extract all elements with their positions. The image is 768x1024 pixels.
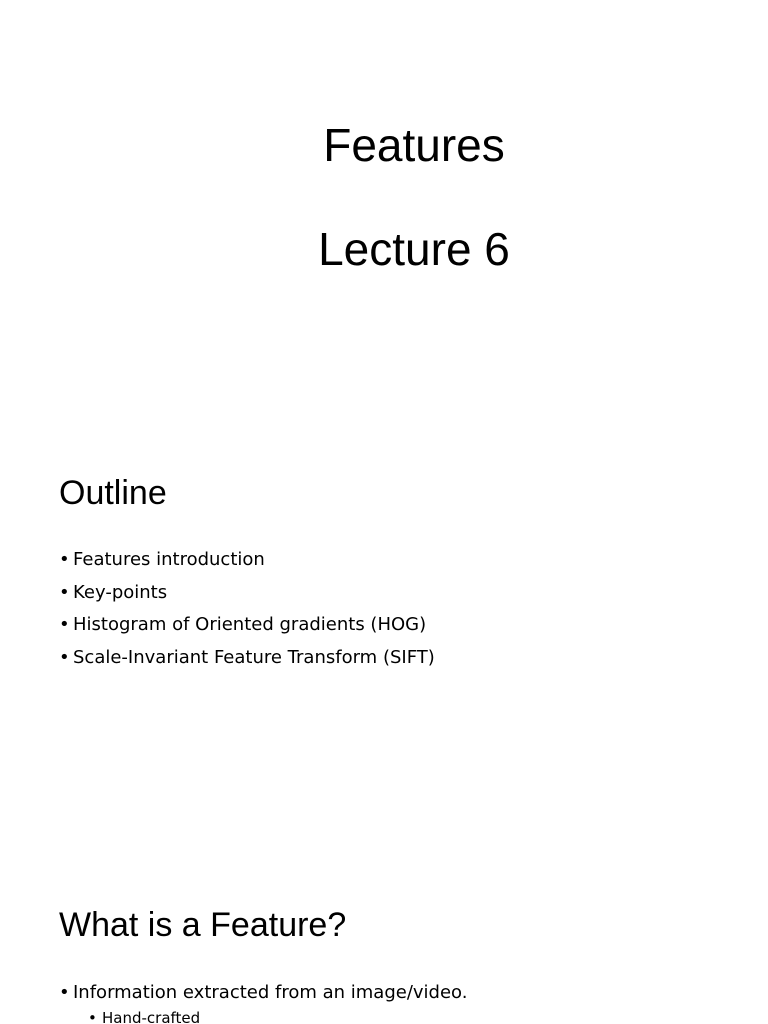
outline-heading: Outline <box>59 474 167 512</box>
list-item: • Histogram of Oriented gradients (HOG) <box>59 615 435 648</box>
outline-slide <box>0 380 768 810</box>
outline-list <box>59 550 435 680</box>
slide-subtitle: Lecture 6 <box>318 223 510 275</box>
feature-heading: What is a Feature? <box>59 906 347 944</box>
slide-title: Features <box>323 119 505 171</box>
feature-sub-list <box>88 1009 200 1024</box>
list-item: • Key-points <box>59 583 435 616</box>
list-item: • Scale-Invariant Feature Transform (SIFT) <box>59 648 435 681</box>
feature-definition-slide <box>0 810 768 1024</box>
title-slide <box>0 0 768 380</box>
list-item: • Features introduction <box>59 550 435 583</box>
list-item: • Information extracted from an image/video. <box>59 983 467 1016</box>
sub-list-item: • Hand-crafted <box>88 1009 200 1024</box>
